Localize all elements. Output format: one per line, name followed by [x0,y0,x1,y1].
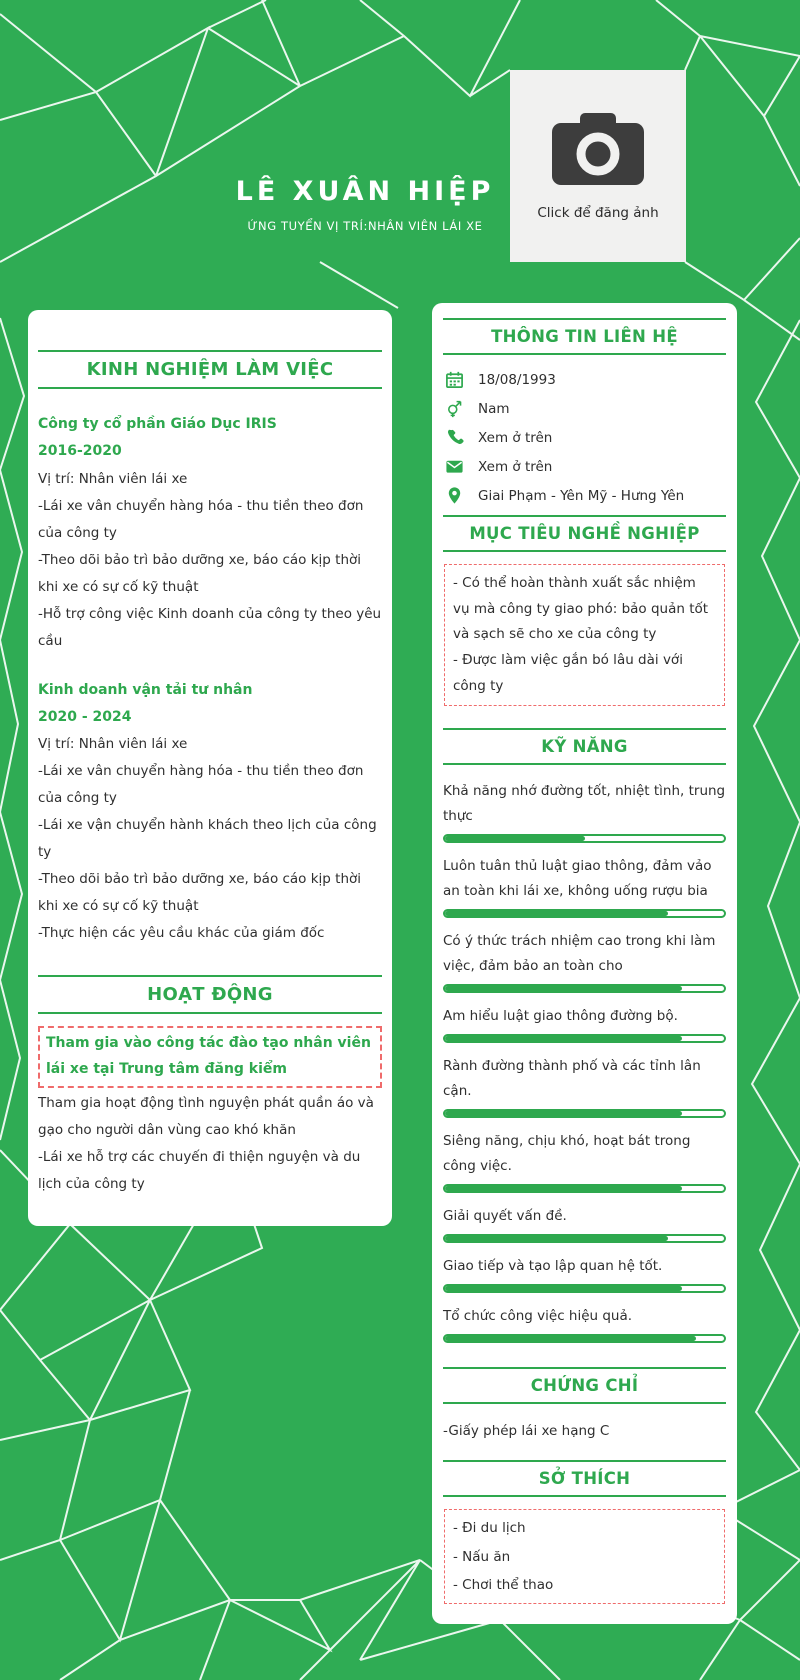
contact-row-birthday [445,370,724,389]
skill-item [443,1129,726,1193]
skill-item [443,1254,726,1293]
skill-bar [443,984,726,993]
job-period: 2016-2020 [38,443,122,460]
skill-label: Am hiểu luật giao thông đường bộ. [443,1008,678,1025]
contact-value: Xem ở trên [478,429,553,446]
right-column-card [432,303,737,1624]
skill-label: Tổ chức công việc hiệu quả. [443,1307,633,1324]
activities-highlight-editable[interactable]: Tham gia vào công tác đào tạo nhân viên lái xe tại Trung tâm đăng kiểm [38,1026,382,1088]
experience-entry-1 [38,411,382,655]
experience-entry-2 [38,677,382,948]
skill-label: Rành đường thành phố và các tỉnh lân cận. [443,1057,701,1099]
hobby-item: - Nấu ăn [453,1548,511,1565]
skills-heading: KỸ NĂNG [443,728,726,765]
gender-icon [445,399,464,418]
skill-label: Có ý thức trách nhiệm cao trong khi làm việc, đảm bảo an toàn cho [443,933,716,975]
photo-upload-label: Click để đăng ảnh [537,205,659,221]
skill-item [443,1004,726,1043]
job-company: Công ty cổ phần Giáo Dục IRIS [38,416,277,432]
skill-bar-fill [445,1336,696,1341]
camera-icon [550,111,646,189]
skill-item [443,779,726,843]
job-position: Vị trí: Nhân viên lái xe [38,736,188,753]
job-bullet: -Lái xe vân chuyển hàng hóa - thu tiền theo đơn của công ty [38,497,364,541]
hobby-item: - Chơi thể thao [453,1577,554,1594]
skill-bar-fill [445,911,668,916]
certificates-heading: CHỨNG CHỈ [443,1367,726,1404]
skill-bar [443,909,726,918]
skill-label: Giao tiếp và tạo lập quan hệ tốt. [443,1257,663,1274]
activity-item: -Lái xe hỗ trợ các chuyến đi thiện nguyện và du lịch của công ty [38,1148,361,1192]
skill-bar [443,1184,726,1193]
contact-value: 18/08/1993 [478,371,556,388]
candidate-name: LÊ XUÂN HIỆP [235,176,495,207]
left-column-card [28,310,392,1226]
skill-item [443,854,726,918]
skill-bar-fill [445,1111,682,1116]
job-bullet: -Lái xe vân chuyển hàng hóa - thu tiền theo đơn của công ty [38,763,364,807]
skill-bar-fill [445,986,682,991]
skill-bar-fill [445,1286,682,1291]
contact-list [445,370,724,505]
contact-value: Giai Phạm - Yên Mỹ - Hưng Yên [478,487,685,504]
skill-item [443,929,726,993]
hobbies-heading: SỞ THÍCH [443,1460,726,1497]
activity-item: Tham gia hoạt động tình nguyện phát quần áo và gạo cho người dân vùng cao khó khăn [38,1094,374,1138]
skill-item [443,1204,726,1243]
contact-row-gender [445,399,724,418]
job-bullet: -Theo dõi bảo trì bảo dưỡng xe, báo cáo kịp thời khi xe có sự cố kỹ thuật [38,551,362,595]
skill-bar [443,834,726,843]
contact-value: Xem ở trên [478,458,553,475]
job-bullet: -Theo dõi bảo trì bảo dưỡng xe, báo cáo kịp thời khi xe có sự cố kỹ thuật [38,871,362,915]
job-period: 2020 - 2024 [38,708,132,725]
email-icon [445,457,464,476]
job-company: Kinh doanh vận tải tư nhân [38,681,253,698]
skill-bar-fill [445,1036,682,1041]
skill-item [443,1304,726,1343]
skill-bar-fill [445,1186,682,1191]
skill-bar [443,1284,726,1293]
photo-upload[interactable] [510,70,686,262]
candidate-position-subtitle: ỨNG TUYỂN VỊ TRÍ:NHÂN VIÊN LÁI XE [247,219,483,233]
skill-label: Khả năng nhớ đường tốt, nhiệt tình, trung thực [443,783,726,825]
skill-bar-fill [445,1236,668,1241]
skill-label: Siêng năng, chịu khó, hoạt bát trong công việc. [443,1132,691,1174]
skill-bar [443,1234,726,1243]
phone-icon [445,428,464,447]
skill-bar [443,1034,726,1043]
objective-line: - Được làm việc gắn bó lâu dài với công ty [453,651,683,694]
location-icon [445,486,464,505]
contact-value: Nam [478,400,510,417]
activities-heading: HOẠT ĐỘNG [38,975,382,1014]
job-bullet: -Thực hiện các yêu cầu khác của giám đốc [38,925,325,942]
experience-heading: KINH NGHIỆM LÀM VIỆC [38,350,382,389]
contact-heading: THÔNG TIN LIÊN HỆ [443,318,726,355]
job-position: Vị trí: Nhân viên lái xe [38,470,188,487]
objective-line: - Có thể hoàn thành xuất sắc nhiệm vụ mà công ty giao phó: bảo quản tốt và sạch sẽ cho xe của công ty [453,575,709,643]
skills-list [443,779,726,1343]
contact-row-address [445,486,724,505]
skill-bar-fill [445,836,585,841]
skill-item [443,1054,726,1118]
job-bullet: -Lái xe vận chuyển hành khách theo lịch của công ty [38,817,377,861]
hobby-item: - Đi du lịch [453,1520,526,1537]
objective-heading: MỤC TIÊU NGHỀ NGHIỆP [443,515,726,552]
skill-label: Luôn tuân thủ luật giao thông, đảm vảo an toàn khi lái xe, không uống rượu bia [443,858,712,900]
job-bullet: -Hỗ trợ công việc Kinh doanh của công ty theo yêu cầu [38,605,382,649]
skill-bar [443,1334,726,1343]
contact-row-phone [445,428,724,447]
skill-label: Giải quyết vấn đề. [443,1207,567,1224]
hobbies-editable[interactable] [444,1509,725,1604]
certificate-item: -Giấy phép lái xe hạng C [443,1422,610,1439]
objective-editable[interactable] [444,564,725,706]
calendar-icon [445,370,464,389]
skill-bar [443,1109,726,1118]
contact-row-email [445,457,724,476]
